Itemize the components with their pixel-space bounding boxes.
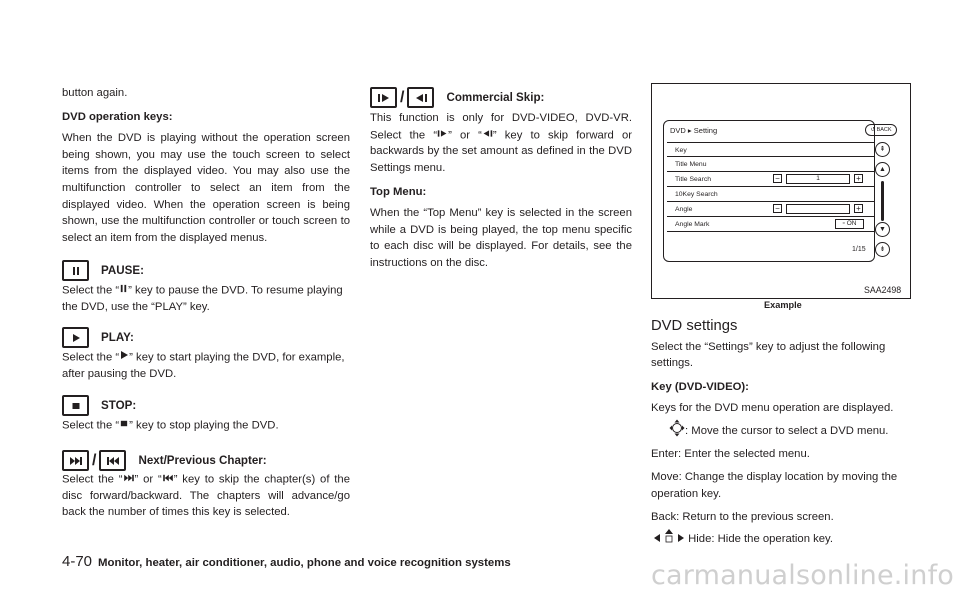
direction-pad-icon	[669, 419, 685, 443]
pause-key-icon	[62, 260, 89, 281]
commercial-skip-title: Commercial Skip:	[446, 91, 545, 104]
next-chapter-key-icon	[62, 450, 89, 471]
heading-key-dvd-video: Key (DVD-VIDEO):	[651, 380, 749, 393]
stop-heading	[62, 395, 136, 416]
angle-mark-toggle[interactable]	[835, 219, 864, 229]
text-button-again: button again.	[62, 87, 128, 99]
toggle-indicator-icon: ▫	[842, 220, 845, 227]
angle-value-box	[786, 204, 850, 214]
menu-row-angle[interactable]	[667, 202, 875, 217]
dvd-setting-figure	[651, 83, 911, 299]
menu-row-label: Angle	[675, 206, 693, 213]
chevron-down-icon: ▼	[879, 226, 886, 233]
pause-text	[62, 282, 352, 315]
text-dvd-operation-keys: When the DVD is playing without the operation screen being shown, you may use the touch screen to select items from the displayed video. You may also use the multifunction controller to select an item from the displayed video. When the operation screen is being shown, use the multifunction controller or touch screen to select an item from the displayed menus.	[62, 132, 350, 244]
plus-button[interactable]: +	[854, 174, 863, 183]
stop-text-a: Select the “	[62, 419, 120, 432]
scrollbar[interactable]	[881, 181, 884, 221]
play-inline-icon	[119, 349, 129, 366]
menu-row-label: Title Search	[675, 176, 712, 183]
previous-chapter-key-icon	[99, 450, 126, 471]
page-number: 4-70	[62, 553, 93, 570]
page-footer	[62, 553, 511, 570]
scroll-top-icon: ⇞	[879, 146, 886, 153]
heading-dvd-settings: DVD settings	[651, 318, 738, 334]
play-title: PLAY:	[101, 331, 134, 344]
menu-row-title-search[interactable]	[667, 172, 875, 187]
next-inline-icon	[123, 471, 135, 488]
commercial-skip-text	[370, 110, 632, 279]
scroll-down-button[interactable]	[875, 222, 890, 237]
footer-title: Monitor, heater, air conditioner, audio, phone and voice recognition systems	[98, 557, 511, 569]
heading-top-menu: Top Menu:	[370, 185, 427, 198]
scroll-bottom-button[interactable]	[875, 242, 890, 257]
skip-forward-key-icon	[370, 87, 397, 108]
menu-row-label: 10Key Search	[675, 191, 718, 198]
stop-title: STOP:	[101, 399, 137, 412]
right-column	[651, 318, 913, 557]
text-move-cursor	[651, 419, 913, 443]
play-text-b: ” key to start playing the DVD, for example, after pausing the DVD.	[62, 351, 345, 380]
text-hide	[651, 528, 913, 550]
play-text-a: Select the “	[62, 351, 120, 364]
settings-menu	[667, 142, 875, 232]
pause-inline-icon	[119, 282, 128, 299]
com-text-a: This function is only for DVD-VIDEO, DVD-VR. Select the “	[370, 112, 632, 141]
previous-inline-icon	[162, 471, 174, 488]
commercial-skip-heading	[370, 87, 544, 108]
menu-row-label: Title Menu	[675, 161, 707, 168]
play-key-icon	[62, 327, 89, 348]
play-text	[62, 349, 352, 382]
text-back: Back: Return to the previous screen.	[651, 511, 834, 524]
next-text-c: ” key to skip the chapter(s) of the disc forward/backward. The chapters will advance/go back the number of times this key is selected.	[62, 473, 350, 519]
plus-button[interactable]: +	[854, 204, 863, 213]
figure-caption: Example	[764, 300, 802, 310]
skip-backward-inline-icon	[482, 127, 493, 144]
text-settings: Select the “Settings” key to adjust the following settings.	[651, 340, 886, 370]
stop-inline-icon	[119, 417, 129, 434]
back-button[interactable]: ↺ BACK	[865, 124, 897, 136]
hide-text: Hide: Hide the operation key.	[688, 532, 833, 545]
next-text-a: Select the “	[62, 473, 123, 486]
minus-button[interactable]: −	[773, 174, 782, 183]
move-cursor-text: : Move the cursor to select a DVD menu.	[685, 424, 889, 437]
menu-row-title-menu[interactable]	[667, 157, 875, 172]
angle-mark-value: ON	[846, 220, 857, 227]
page-indicator: 1/15	[852, 246, 866, 253]
menu-row-key[interactable]	[667, 142, 875, 157]
com-text-b: ” or “	[448, 128, 482, 141]
menu-row-label: Angle Mark	[675, 221, 710, 228]
scroll-top-button[interactable]	[875, 142, 890, 157]
text-top-menu: When the “Top Menu” key is selected in the screen while a DVD is being played, the top menu specific to each disc will be displayed. For details, see the instructions on the disc.	[370, 207, 632, 270]
hide-arrows-icon	[653, 528, 685, 550]
pause-text-b: ” key to pause the DVD. To resume playing the DVD, use the “PLAY” key.	[62, 284, 343, 313]
next-previous-text	[62, 471, 350, 521]
next-previous-title: Next/Previous Chapter:	[138, 454, 267, 467]
text-enter: Enter: Enter the selected menu.	[651, 447, 810, 460]
slash-separator: /	[400, 88, 405, 106]
play-heading	[62, 327, 134, 348]
menu-row-10key-search[interactable]	[667, 187, 875, 202]
text-move: Move: Change the display location by moving the operation key.	[651, 471, 898, 500]
heading-dvd-operation-keys: DVD operation keys:	[62, 110, 173, 123]
watermark-text: carmanualsonline.info	[651, 560, 954, 591]
com-text-c: ” key to skip forward or backwards by the set amount as defined in the DVD Settings menu.	[370, 128, 632, 175]
scroll-bottom-icon: ⇟	[879, 246, 886, 253]
back-label: BACK	[876, 127, 892, 133]
text-key: Keys for the DVD menu operation are displayed.	[651, 402, 894, 415]
figure-code: SAA2498	[864, 285, 902, 295]
slash-separator: /	[92, 451, 97, 469]
menu-row-angle-mark[interactable]	[667, 217, 875, 232]
stop-text	[62, 417, 352, 434]
left-column	[62, 85, 350, 253]
skip-backward-key-icon	[407, 87, 434, 108]
next-previous-heading	[62, 450, 267, 471]
skip-forward-inline-icon	[437, 127, 448, 144]
minus-button[interactable]: −	[773, 204, 782, 213]
pause-text-a: Select the “	[62, 284, 120, 297]
scroll-up-button[interactable]	[875, 162, 890, 177]
pause-heading	[62, 260, 144, 281]
screen-title: DVD ▸ Setting	[670, 126, 718, 135]
menu-row-label: Key	[675, 147, 687, 154]
next-text-b: ” or “	[134, 473, 162, 486]
chevron-up-icon: ▲	[879, 166, 886, 173]
pause-title: PAUSE:	[101, 264, 144, 277]
stop-key-icon	[62, 395, 89, 416]
stop-text-b: ” key to stop playing the DVD.	[129, 419, 279, 432]
title-search-value: 1	[786, 174, 850, 184]
